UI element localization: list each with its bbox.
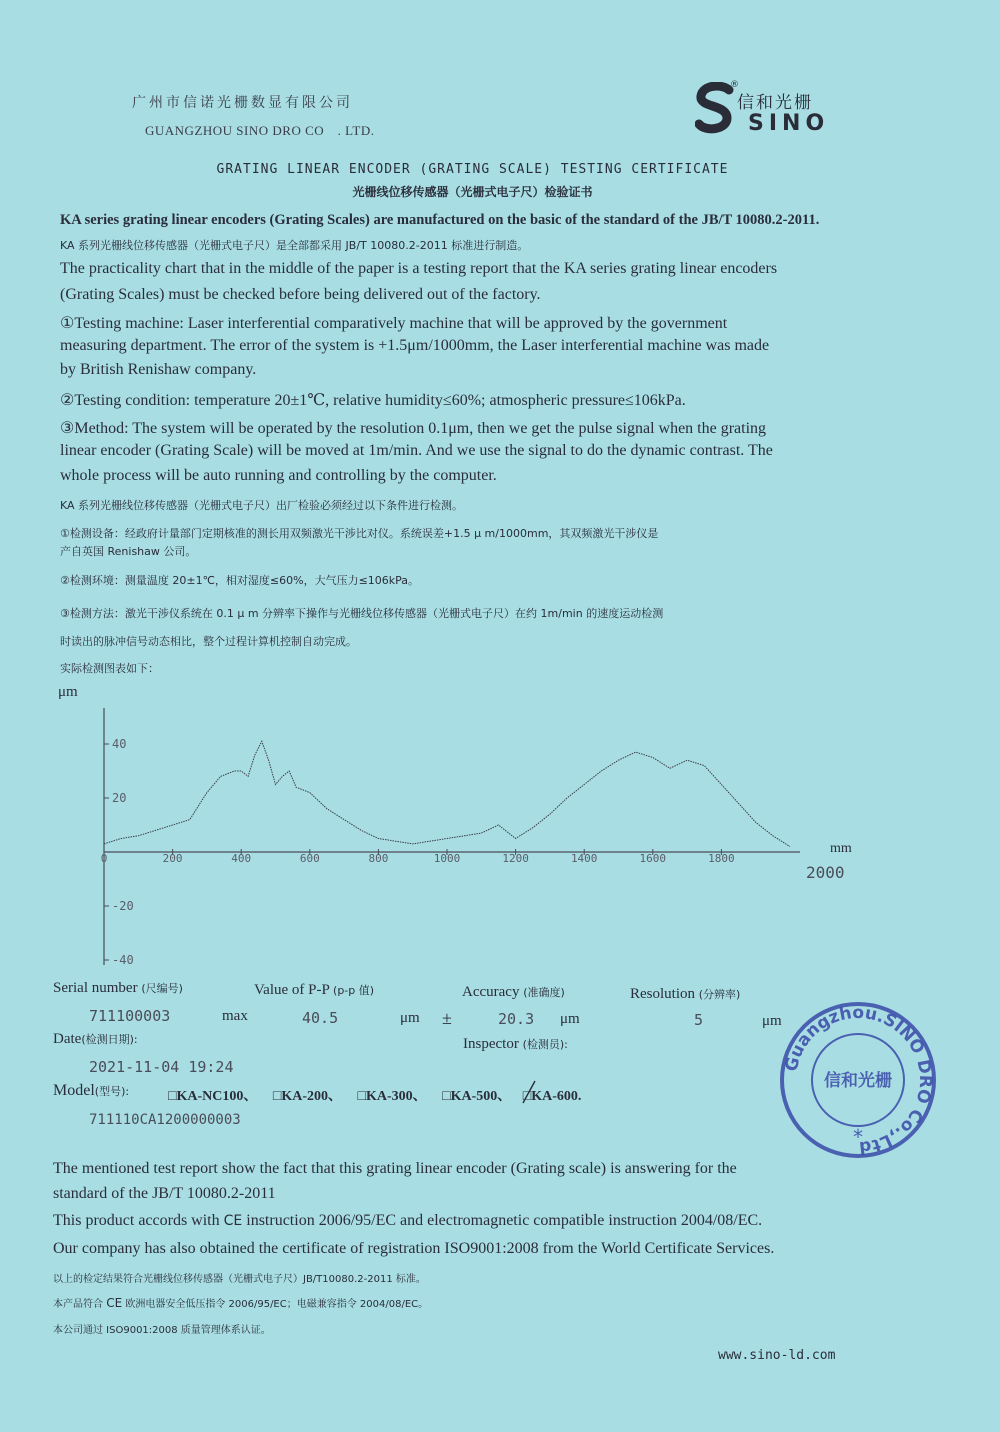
model-option[interactable]: □KA-300、 (357, 1089, 427, 1104)
chart-x-tick-label: 1800 (708, 852, 735, 865)
method-line-1: ③Method: The system will be operated by the resolution 0.1μm, then we get the pulse signal when the grating (60, 420, 767, 437)
company-seal-stamp (778, 1000, 938, 1160)
model-option-checked[interactable]: □KA-600. (523, 1089, 582, 1104)
accuracy-label: Accuracy (准确度) (462, 984, 565, 1000)
cn-equipment-line-1: ①检测设备：经政府计量部门定期核准的测长用双频激光干涉比对仪。系统误差+1.5 μ m/1000mm，其双频激光干涉仪是 (60, 527, 659, 540)
method-line-3: whole process will be auto running and controlling by the computer. (60, 467, 497, 484)
cn-chart-intro: 实际检测图表如下： (60, 662, 159, 675)
logo-text-en: SINO (748, 111, 830, 136)
chart-y-axis-label: μm (58, 684, 78, 700)
testing-machine-line-3: by British Renishaw company. (60, 361, 257, 378)
resolution-unit: μm (762, 1013, 782, 1029)
svg-text:Guangzhou.SINO DRO Co.,Ltd: Guangzhou.SINO DRO Co.,Ltd (781, 1002, 936, 1158)
footer-ce-line: This product accords with CE instruction 2006/95/EC and electromagnetic compatible instruction 2004/08/EC. (53, 1212, 763, 1229)
pp-unit: μm (400, 1010, 420, 1026)
testing-machine-line-1: ①Testing machine: Laser interferential comparatively machine that will be approved by the government (60, 315, 728, 332)
date-label: Date(检测日期): (53, 1031, 138, 1047)
intro-paragraph-cn: KA 系列光栅线位移传感器（光栅式电子尺）是全部都采用 JB/T 10080.2-2011 标准进行制造。 (60, 239, 529, 252)
cn-equipment-line-2: 产自英国 Renishaw 公司。 (60, 545, 197, 558)
svg-text:信和光栅: 信和光栅 (824, 1071, 892, 1091)
chart-x-tick-label: 1200 (502, 852, 529, 865)
chart-x-axis-label: mm (830, 841, 852, 856)
inspector-label: Inspector (检测员): (463, 1036, 568, 1052)
ce-mark-icon: CE (106, 1296, 123, 1310)
footer-statement-line-2: standard of the JB/T 10080.2-2011 (53, 1185, 276, 1202)
date-value: 2021-11-04 19:24 (89, 1058, 234, 1076)
practicality-line-1: The practicality chart that in the middle of the paper is a testing report that the KA series grating linear encoders (60, 260, 778, 277)
plusminus-sign: ± (442, 1008, 452, 1028)
chart-x-tick-label: 800 (368, 852, 389, 865)
company-name-cn: 广州市信诺光栅数显有限公司 (132, 95, 353, 111)
serial-value: 711100003 (89, 1007, 171, 1025)
registered-mark: ® (730, 80, 739, 90)
chart-x-tick-label: 1600 (639, 852, 667, 865)
sino-s-logo-icon (695, 82, 735, 134)
model-code: 711110CA1200000003 (89, 1112, 241, 1128)
chart-x-end-label: 2000 (806, 863, 845, 882)
footer-cn-line-1: 以上的检定结果符合光栅线位移传感器（光栅式电子尺）JB/T10080.2-2011 标准。 (53, 1274, 426, 1285)
intro-paragraph: KA series grating linear encoders (Grating Scales) are manufactured on the basic of the standard of the JB/T 10080.2-2011. (60, 212, 820, 228)
svg-text:*: * (853, 1125, 863, 1149)
footer-cn-line-2: 本产品符合 CE 欧洲电器安全低压指令 2006/95/EC；电磁兼容指令 2004/08/EC。 (53, 1296, 429, 1310)
chart-series-line (104, 741, 790, 846)
accuracy-value: 20.3 (498, 1010, 535, 1028)
ce-mark-icon: CE (223, 1213, 243, 1229)
model-option[interactable]: □KA-500、 (442, 1089, 512, 1104)
model-option[interactable]: □KA-NC100、 (168, 1089, 258, 1104)
chart-x-tick-label: 400 (231, 852, 252, 865)
footer-cn-line-3: 本公司通过 ISO9001:2008 质量管理体系认证。 (53, 1325, 271, 1336)
pp-label: Value of P-P (p-p 值) (254, 982, 375, 998)
model-option[interactable]: □KA-200、 (272, 1089, 342, 1104)
chart-x-tick-label: 0 (100, 852, 108, 865)
website-link[interactable]: www.sino-ld.com (718, 1348, 836, 1363)
company-name-en: GUANGZHOU SINO DRO CO . LTD. (145, 123, 375, 138)
cn-intro-line: KA 系列光栅线位移传感器（光栅式电子尺）出厂检验必须经过以下条件进行检测。 (60, 499, 464, 512)
chart-y-tick-label: -20 (112, 899, 134, 913)
model-options (168, 1085, 581, 1105)
logo-text-cn: 信和光栅 (737, 93, 813, 113)
max-label: max (222, 1008, 248, 1024)
accuracy-unit: μm (560, 1011, 580, 1027)
cn-method-line-2: 时读出的脉冲信号动态相比，整个过程计算机控制自动完成。 (60, 635, 357, 648)
cn-environment-line: ②检测环境：测量温度 20±1℃，相对湿度≤60%，大气压力≤106kPa。 (60, 574, 420, 587)
resolution-value: 5 (694, 1011, 704, 1029)
certificate-title-en: GRATING LINEAR ENCODER (GRATING SCALE) TESTING CERTIFICATE (216, 162, 729, 177)
footer-iso-line: Our company has also obtained the certificate of registration ISO9001:2008 from the World Certificate Services. (53, 1240, 775, 1257)
footer-statement-line-1: The mentioned test report show the fact that this grating linear encoder (Grating scale) is answering for the (53, 1160, 737, 1177)
chart-x-tick-label: 1400 (570, 852, 598, 865)
model-label: Model(型号): (53, 1082, 130, 1099)
serial-label: Serial number (尺编号) (53, 980, 183, 996)
testing-condition-line: ②Testing condition: temperature 20±1℃, relative humidity≤60%; atmospheric pressure≤106kPa. (60, 392, 686, 409)
cn-method-line-1: ③检测方法：激光干涉仪系统在 0.1 μ m 分辨率下操作与光栅线位移传感器（光栅式电子尺）在约 1m/min 的速度运动检测 (60, 607, 664, 620)
chart-x-tick-label: 600 (299, 852, 320, 865)
pp-value: 40.5 (302, 1009, 339, 1027)
chart-x-tick-label: 1000 (433, 852, 461, 865)
error-chart (0, 680, 1000, 980)
chart-x-tick-label: 200 (162, 852, 183, 865)
certificate-title-cn: 光栅线位移传感器（光栅式电子尺）检验证书 (352, 185, 593, 199)
chart-y-tick-label: 20 (112, 791, 127, 805)
checkmark-icon (521, 1079, 537, 1105)
resolution-label: Resolution (分辨率) (630, 986, 741, 1002)
method-line-2: linear encoder (Grating Scale) will be moved at 1m/min. And we use the signal to do the dynamic contrast. The (60, 442, 773, 459)
testing-machine-line-2: measuring department. The error of the system is +1.5μm/1000mm, the Laser interferential machine was made (60, 337, 770, 354)
chart-y-tick-label: -40 (112, 953, 134, 967)
chart-y-tick-label: 40 (112, 737, 127, 751)
practicality-line-2: (Grating Scales) must be checked before being delivered out of the factory. (60, 286, 541, 303)
